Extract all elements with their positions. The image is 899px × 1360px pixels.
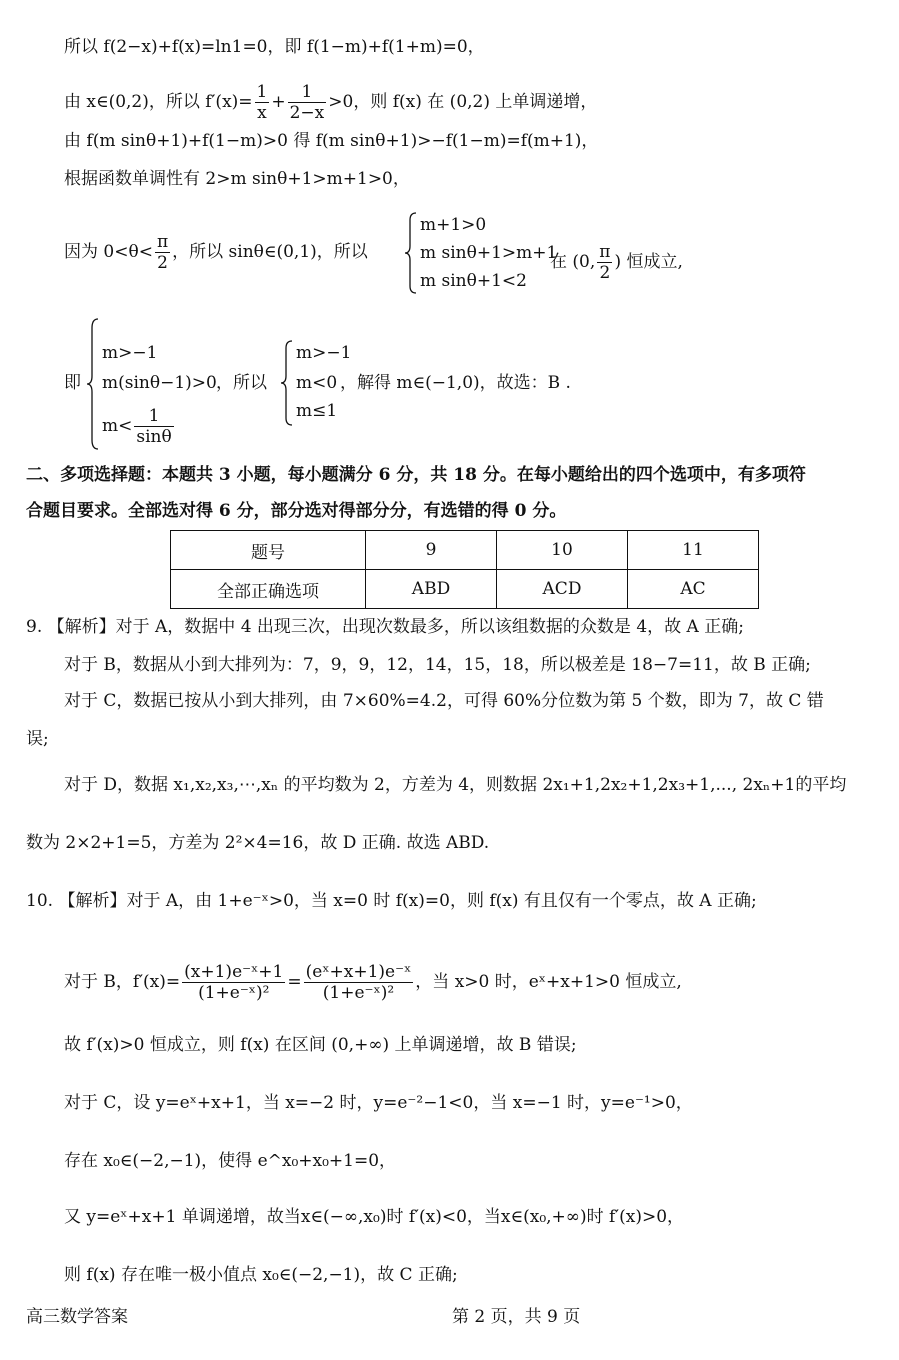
system-row-1: m>−1: [296, 343, 352, 363]
table-cell: 11: [628, 531, 759, 570]
section-heading-line-2: 合题目要求。全部选对得 6 分，部分选对得部分分，有选错的得 0 分。: [26, 501, 567, 521]
text-line-6-middle: ，所以: [216, 373, 267, 393]
text-line-4: 根据函数单调性有 2>m sinθ+1>m+1>0，: [64, 169, 410, 189]
table-row-header: [171, 531, 759, 570]
answer-table: [170, 530, 759, 609]
text-line-5: [64, 232, 368, 273]
numerator: 1: [134, 406, 173, 427]
numerator: 1: [288, 82, 327, 103]
table-cell: 10: [497, 531, 628, 570]
q9-line-1: 9. 【解析】对于 A，数据中 4 出现三次，出现次数最多，所以该组数据的众数是 4，故 A 正确;: [26, 617, 744, 637]
q10-line-6: 又 y=eˣ+x+1 单调递增，故当x∈(−∞,x₀)时 f′(x)<0，当x∈(x₀,+∞)时 f′(x)>0，: [64, 1207, 685, 1227]
line-prefix: 对于 B，f′(x)=: [64, 972, 181, 992]
q10-line-4: 对于 C，设 y=eˣ+x+1，当 x=−2 时，y=e⁻²−1<0，当 x=−1 时，y=e⁻¹>0，: [64, 1093, 693, 1113]
fraction-1-over-2-minus-x: [288, 82, 327, 123]
footer-title: 高三数学答案: [26, 1307, 128, 1327]
system-row-1: m+1>0: [420, 215, 487, 235]
table-cell: 全部正确选项: [171, 570, 366, 609]
text-line-5-end: [550, 242, 683, 283]
left-brace-icon: [280, 340, 294, 426]
page-number: 第 2 页，共 9 页: [452, 1307, 581, 1327]
numerator: (eˣ+x+1)e⁻ˣ: [305, 962, 412, 982]
system-row-3: m≤1: [296, 401, 338, 421]
q9-line-5: 对于 D，数据 x₁,x₂,x₃,⋯,xₙ 的平均数为 2，方差为 4，则数据 2x₁+1,2x₂+1,2x₃+1,..., 2xₙ+1的平均: [64, 775, 847, 795]
system-row-3: [102, 406, 176, 447]
q10-line-5: 存在 x₀∈(−2,−1)，使得 e^x₀+x₀+1=0，: [64, 1151, 397, 1171]
q9-line-6: 数为 2×2+1=5，方差为 2²×4=16，故 D 正确. 故选 ABD.: [26, 833, 490, 853]
text-line-6-prefix: 即: [64, 373, 81, 393]
system-row-2: m(sinθ−1)>0: [102, 373, 217, 393]
denominator: (1+e⁻ˣ)²: [322, 983, 395, 1003]
table-cell: 题号: [171, 531, 366, 570]
denominator: sinθ: [136, 427, 172, 447]
q10-line-7: 则 f(x) 存在唯一极小值点 x₀∈(−2,−1)，故 C 正确;: [64, 1265, 458, 1285]
q10-line-2: [64, 962, 682, 1003]
text-line-1: 所以 f(2−x)+f(x)=ln1=0，即 f(1−m)+f(1+m)=0，: [64, 37, 485, 57]
text-line-2: [64, 82, 597, 123]
text-line-6-end: ，解得 m∈(−1,0)，故选：B .: [340, 373, 571, 393]
numerator: (x+1)e⁻ˣ+1: [184, 962, 284, 982]
table-cell: ACD: [497, 570, 628, 609]
left-brace-icon: [404, 212, 418, 294]
system-row-1: m>−1: [102, 343, 158, 363]
fraction-1-over-x: [255, 82, 270, 123]
table-cell: ABD: [366, 570, 497, 609]
plus-sign: +: [271, 92, 286, 112]
numerator: π: [599, 242, 611, 262]
line2-suffix: >0，则 f(x) 在 (0,2) 上单调递增，: [328, 92, 598, 112]
denominator: 2: [157, 253, 168, 273]
system-row-2: m<0: [296, 373, 338, 393]
denominator: (1+e⁻ˣ)²: [198, 983, 270, 1003]
fraction-pi-over-2: [155, 232, 170, 273]
denominator: 2: [599, 263, 611, 283]
line-suffix: ，当 x>0 时，eˣ+x+1>0 恒成立,: [415, 972, 682, 992]
equals-sign: =: [287, 972, 302, 992]
table-row-answers: [171, 570, 759, 609]
left-brace-icon: [86, 318, 100, 450]
line5-middle: ，所以 sinθ∈(0,1)，所以: [172, 242, 368, 262]
interval-close: ) 恒成立,: [614, 252, 683, 272]
fraction-pi-over-2-b: [597, 242, 612, 283]
interval-open: 在 (0,: [550, 252, 596, 272]
line5-prefix: 因为 0<θ<: [64, 242, 153, 262]
inequality-system-1: [404, 212, 558, 294]
line2-prefix: 由 x∈(0,2)，所以 f′(x)=: [64, 92, 253, 112]
denominator: 2−x: [289, 103, 325, 123]
q10-line-1: 10. 【解析】对于 A，由 1+e⁻ˣ>0，当 x=0 时 f(x)=0，则 f(x) 有且仅有一个零点，故 A 正确;: [26, 891, 757, 911]
inequality-system-2: [86, 318, 236, 450]
q9-line-2: 对于 B，数据从小到大排列为：7，9，9，12，14，15，18，所以极差是 18−7=11，故 B 正确;: [64, 655, 811, 675]
q9-line-4: 误;: [26, 729, 49, 749]
system-row-2: m sinθ+1>m+1: [420, 243, 558, 263]
fraction-1-over-sin: [134, 406, 173, 447]
numerator: 1: [256, 82, 268, 102]
text-line-3: 由 f(m sinθ+1)+f(1−m)>0 得 f(m sinθ+1)>−f(1−m)=f(m+1)，: [64, 131, 599, 151]
table-cell: 9: [366, 531, 497, 570]
q9-line-3: 对于 C，数据已按从小到大排列，由 7×60%=4.2，可得 60%分位数为第 5 个数，即为 7，故 C 错: [64, 691, 824, 711]
table-cell: AC: [628, 570, 759, 609]
row3-lhs: m<: [102, 416, 133, 436]
section-heading-line-1: 二、多项选择题：本题共 3 小题，每小题满分 6 分，共 18 分。在每小题给出的四个选项中，有多项符: [26, 465, 806, 485]
numerator: π: [156, 232, 169, 252]
derivative-fraction-1: [182, 962, 285, 1003]
q10-line-3: 故 f′(x)>0 恒成立，则 f(x) 在区间 (0,+∞) 上单调递增，故 B 错误;: [64, 1035, 577, 1055]
denominator: x: [257, 103, 267, 123]
derivative-fraction-2: [304, 962, 414, 1003]
system-row-3: m sinθ+1<2: [420, 271, 527, 291]
